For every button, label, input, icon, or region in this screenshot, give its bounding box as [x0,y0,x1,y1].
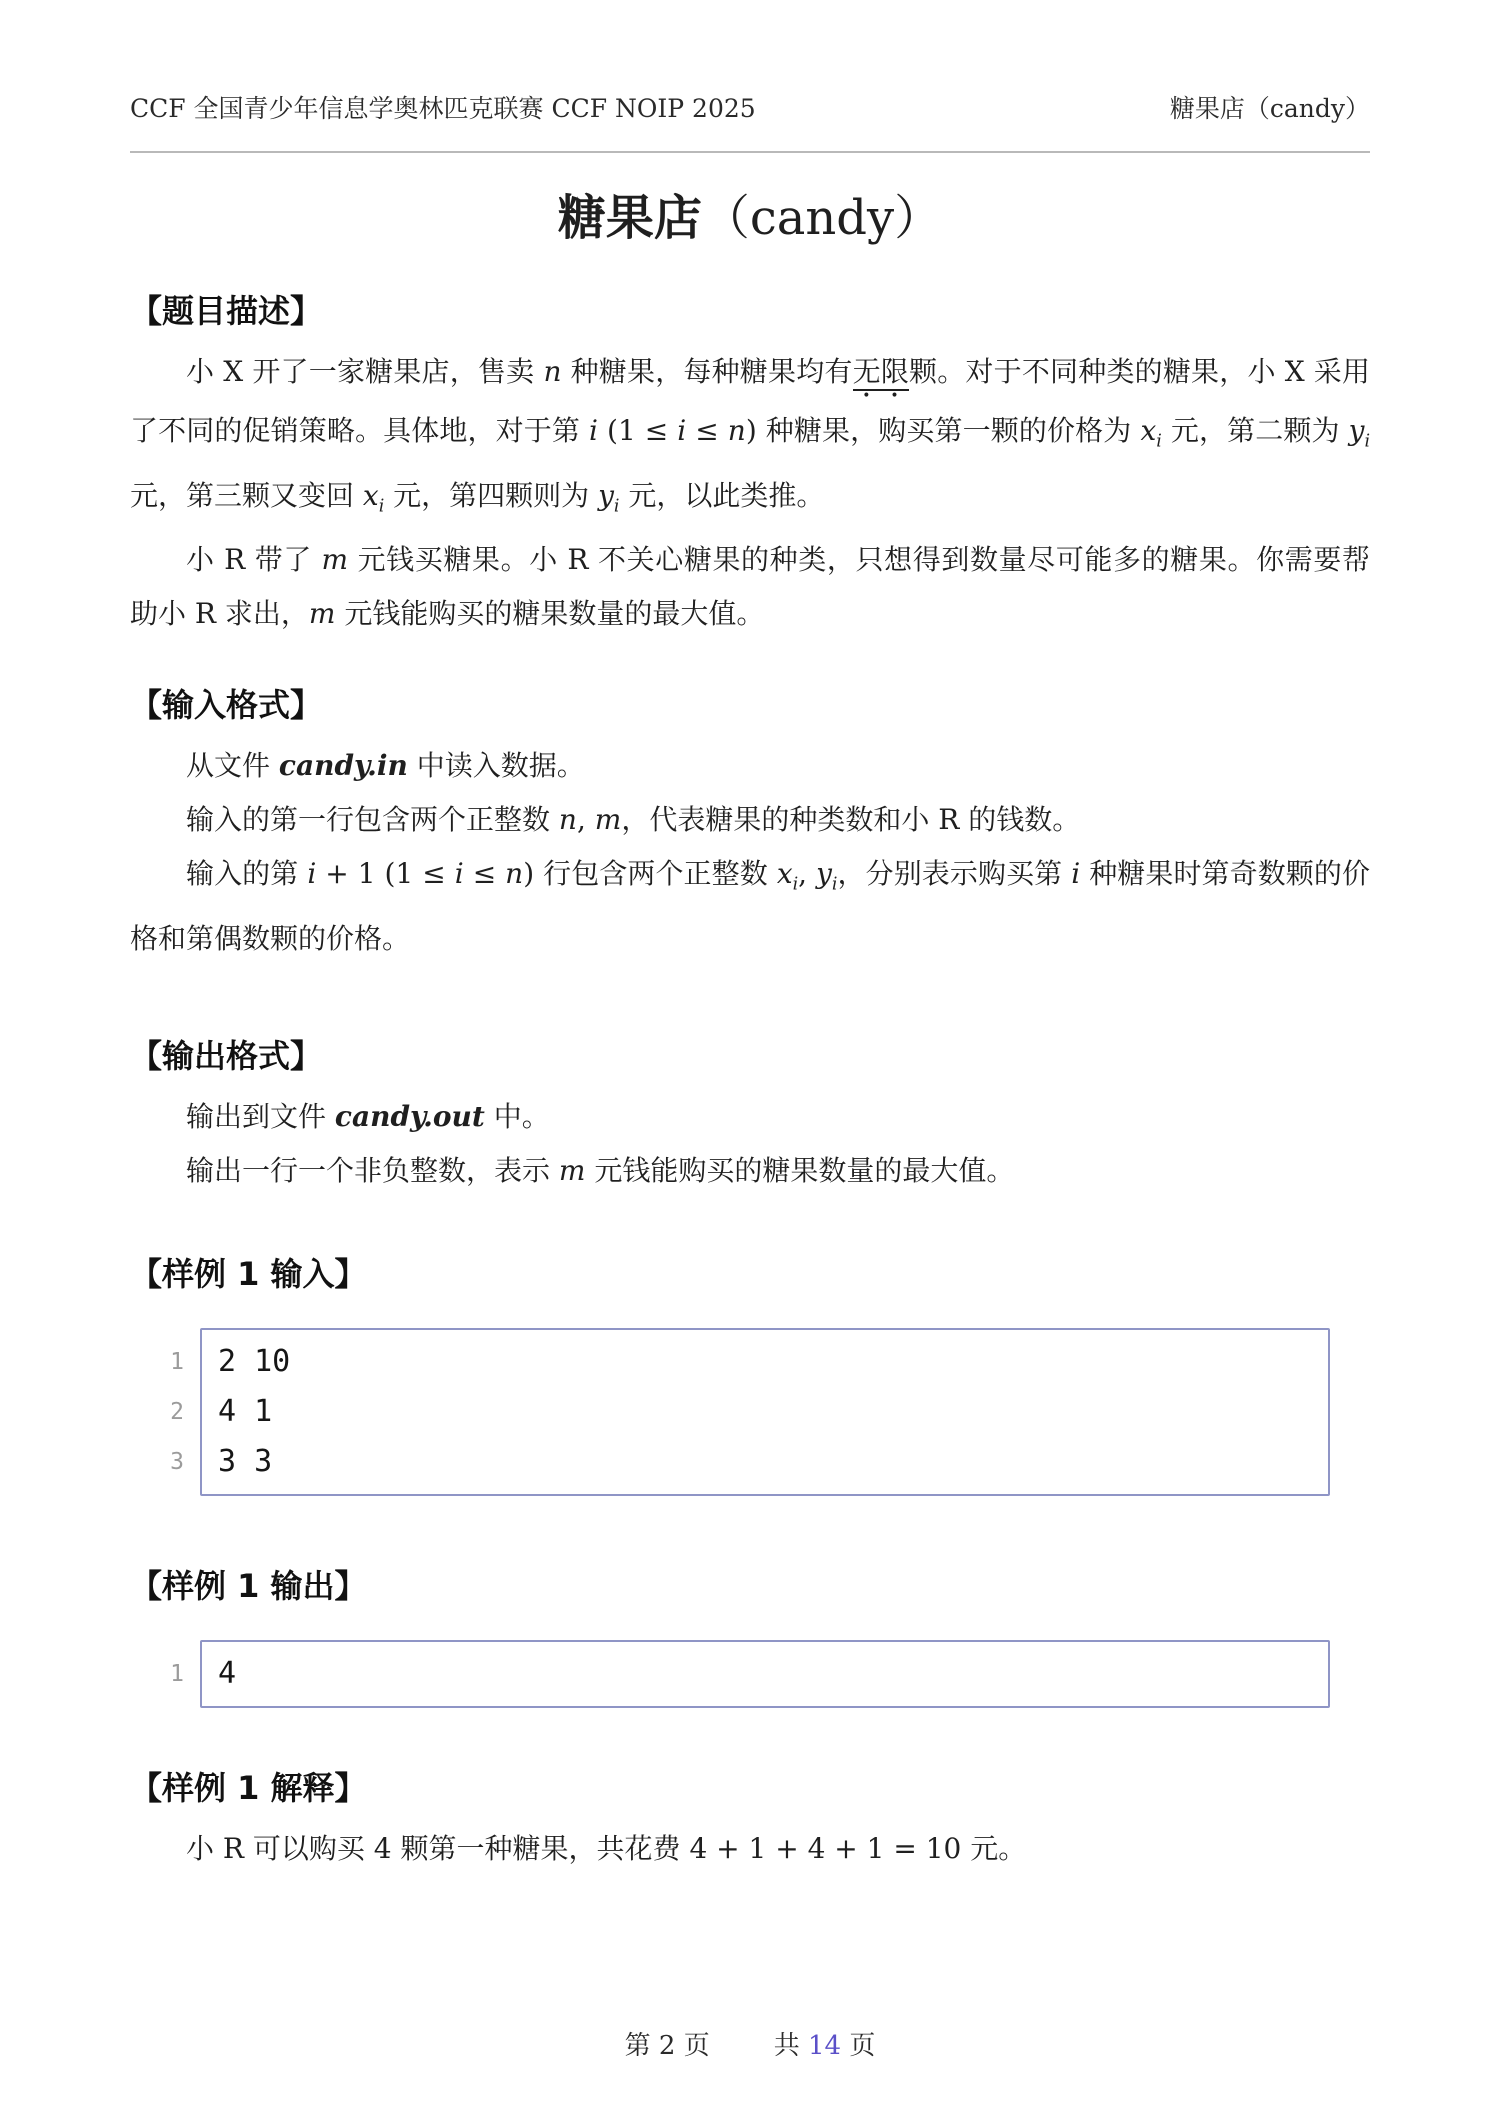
text-segment-m: m [594,803,622,837]
text-segment-n: ) [745,414,757,447]
section-heading-input-format: 【输入格式】 [130,686,323,725]
text-segment-m: n [727,414,746,447]
input-format-paragraph-2 [130,793,1370,847]
text-segment-m: n [543,355,562,388]
code-text: 2 10 [218,1343,291,1379]
explanation-paragraph [130,1822,1370,1876]
code-line [170,1337,1312,1387]
header-problem-name: 糖果店（candy） [1169,94,1370,123]
text-segment-t: 元钱能购买的糖果数量的最大值。 [585,1153,1015,1187]
text-segment-v: $y_i$ [1348,414,1370,452]
text-segment-n: , [576,803,595,837]
text-segment-v: $x_i$ [362,478,385,517]
page-footer [0,2025,1500,2062]
text-segment-n: 4 [373,1831,392,1865]
text-segment-v: $y_i$ [598,478,620,517]
text-segment-n: (1 ≤ [598,414,678,447]
text-segment-t: 输入的第一行包含两个正整数 [186,803,559,837]
text-segment-m: m [321,543,349,577]
output-format-paragraph-2 [130,1144,1370,1198]
text-segment-link: 14 [807,2031,842,2061]
section-input-format [130,685,1370,966]
description-paragraph-1 [130,345,1370,533]
text-segment-t: 输入的第 [186,857,308,891]
text-segment-t: 输出到文件 [186,1099,335,1133]
text-segment-t: 颗。对于不同种类的糖果，小 X 采用了不同的促销策略。具体地，对于第 [130,355,1370,447]
section-heading-sample-explanation: 【样例 1 解释】 [130,1768,367,1807]
text-segment-m: i [589,414,598,447]
line-number: 2 [170,1398,184,1425]
text-segment-m: i [454,857,464,891]
text-segment-t: 小 X 开了一家糖果店，售卖 [186,355,544,388]
text-segment-n: , [798,857,817,891]
code-text: 3 3 [218,1443,273,1479]
text-segment-t: 颗第一种糖果，共花费 [391,1831,690,1865]
line-number: 3 [170,1448,184,1475]
output-format-paragraph-1 [130,1090,1370,1144]
input-format-paragraph-3 [130,847,1370,966]
section-heading-sample-input: 【样例 1 输入】 [130,1254,367,1293]
section-heading-sample-output: 【样例 1 输出】 [130,1566,367,1605]
text-segment-em: 无限 [853,355,909,391]
header-contest-name: CCF 全国青少年信息学奥林匹克联赛 CCF NOIP 2025 [130,94,756,123]
text-segment-t: ，分别表示购买第 [837,857,1072,891]
text-segment-t: 元，第四颗则为 [384,478,599,512]
text-segment-t: 第 2 页 [624,2031,710,2061]
text-segment-t: 中读入数据。 [407,749,585,783]
text-segment-f: candy.out [334,1099,485,1133]
text-segment-m: n [505,857,524,891]
code-text: 4 [218,1655,237,1691]
text-segment-t: 元，第二颗为 [1161,414,1349,447]
input-format-paragraph-1 [130,739,1370,793]
text-segment-t: 中。 [484,1099,550,1133]
section-sample-1-input [130,1254,1370,1496]
code-line [170,1437,1312,1487]
section-heading-output-format: 【输出格式】 [130,1036,323,1075]
text-segment-t: 共 [773,2031,808,2061]
section-output-format [130,1036,1370,1198]
code-line [170,1387,1312,1437]
text-segment-n: ≤ [686,414,728,447]
text-segment-m: m [308,597,336,631]
description-paragraph-2 [130,533,1370,641]
text-segment-t: 行包含两个正整数 [534,857,777,891]
text-segment-f: candy.in [278,749,408,783]
line-number: 1 [170,1348,184,1375]
section-problem-description [130,291,1370,641]
text-segment-t: 从文件 [186,749,279,783]
text-segment-n: ) [523,857,535,891]
section-heading-description: 【题目描述】 [130,292,323,330]
text-segment-n: （candy） [701,190,943,246]
text-segment-t: 元钱买糖果。小 R 不关心糖果的种类，只想得到数量尽可能多的糖果。你需要帮助小 R 求出， [130,543,1370,631]
code-line [170,1649,1312,1699]
text-segment-t: 输出一行一个非负整数，表示 [186,1153,559,1187]
text-segment-n: 4 + 1 + 4 + 1 = 10 [689,1831,962,1865]
text-segment-v: $x_i$ [776,857,799,895]
header-rule [130,151,1370,153]
section-sample-1-explanation [130,1768,1370,1876]
text-segment-v: $x_i$ [1140,414,1162,452]
text-segment-m: i [307,857,317,891]
text-segment-v: $y_i$ [816,857,838,895]
text-segment-t: 小 R 带了 [186,543,322,577]
section-sample-1-output [130,1566,1370,1708]
text-segment-t: 小 R 可以购买 [186,1831,374,1865]
text-segment-n: ≤ [463,857,506,891]
text-segment-t: 页 [841,2031,876,2061]
sample-input-code-box [170,1328,1330,1496]
line-number: 1 [170,1660,184,1687]
page-title [130,189,1370,247]
sample-output-code-box [170,1640,1330,1708]
text-segment-t: 元。 [961,1831,1027,1865]
text-segment-t: 元钱能购买的糖果数量的最大值。 [335,597,765,631]
text-segment-t: 糖果店 [557,190,702,246]
text-segment-t: 种糖果，购买第一颗的价格为 [756,414,1141,447]
text-segment-m: i [677,414,687,447]
text-segment-m: m [558,1153,586,1187]
text-segment-t: 种糖果时第奇数颗的价格和第偶数颗的价格。 [130,857,1370,955]
text-segment-t: 种糖果，每种糖果均有 [561,355,853,388]
text-segment-m: n [558,803,577,837]
text-segment-m: i [1071,857,1081,891]
page-header [130,95,1370,123]
text-segment-t: 元，以此类推。 [619,478,825,512]
text-segment-n: + 1 (1 ≤ [316,857,455,891]
code-text: 4 1 [218,1393,273,1429]
text-segment-t: 元，第三颗又变回 [130,478,363,512]
text-segment-t: ，代表糖果的种类数和小 R 的钱数。 [621,803,1081,837]
